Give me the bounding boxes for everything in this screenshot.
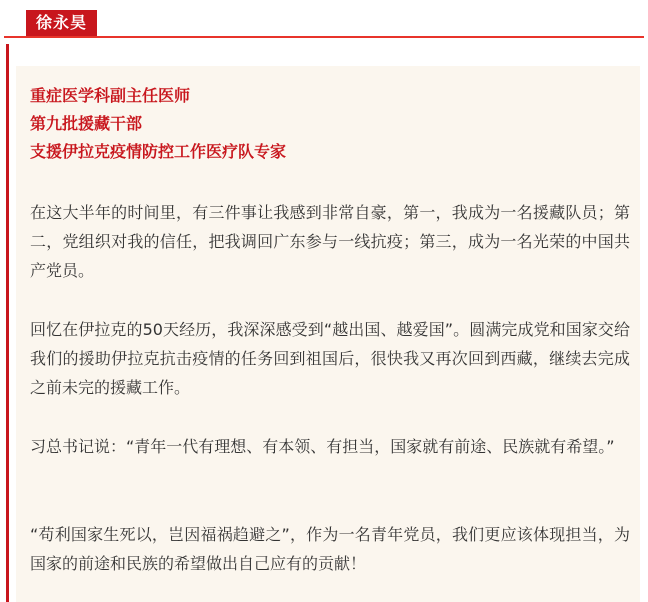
- header-divider: [4, 36, 644, 38]
- left-accent-bar: [6, 44, 9, 602]
- author-name-tag: 徐永昊: [26, 10, 97, 36]
- paragraph-3: 习总书记说：“青年一代有理想、有本领、有担当，国家就有前途、民族就有希望。”: [30, 437, 615, 456]
- title-line-1: 重症医学科副主任医师: [30, 86, 191, 105]
- title-line-3: 支援伊拉克疫情防控工作医疗队专家: [30, 142, 287, 161]
- paragraph-2: 回忆在伊拉克的50天经历，我深深感受到“越出国、越爱国”。圆满完成党和国家交给我们的援助伊拉克抗击疫情的任务回到祖国后，很快我又再次回到西藏，继续去完成之前未完的援藏工作。: [30, 320, 630, 397]
- paragraph-4: “苟利国家生死以，岂因福祸趋避之”，作为一名青年党员，我们更应该体现担当，为国家的前途和民族的希望做出自己应有的贡献！: [30, 525, 630, 573]
- paragraph-1: 在这大半年的时间里，有三件事让我感到非常自豪，第一，我成为一名援藏队员；第二，党组织对我的信任，把我调回广东参与一线抗疫；第三，成为一名光荣的中国共产党员。: [30, 203, 630, 280]
- author-titles: [30, 82, 286, 166]
- title-line-2: 第九批援藏干部: [30, 114, 143, 133]
